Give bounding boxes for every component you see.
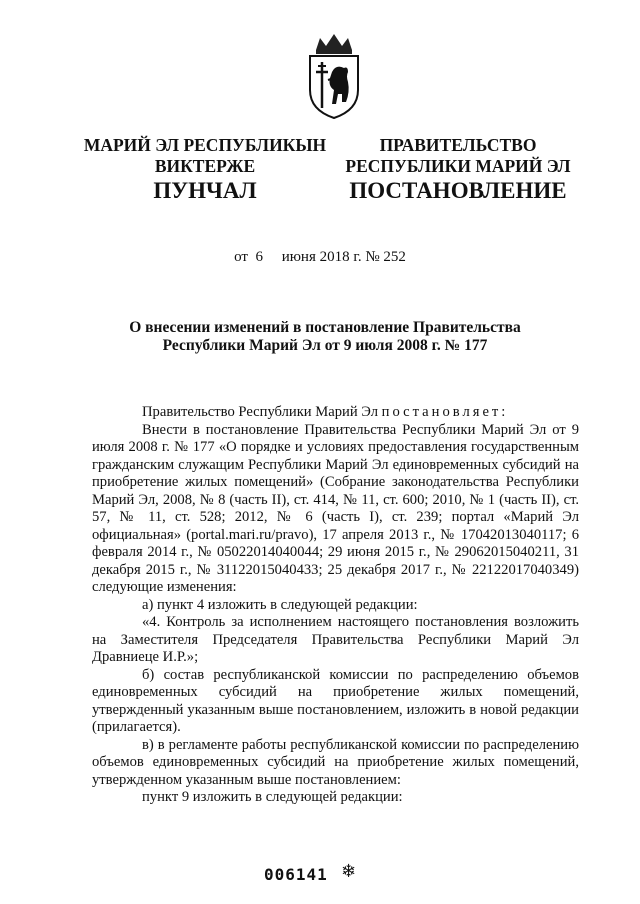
- header-left-line2: ВИКТЕРЖЕ: [154, 156, 256, 176]
- snowflake-mark-icon: ❄: [341, 861, 357, 882]
- item-c-1: пункт 9 изложить в следующей редакции:: [142, 789, 403, 805]
- title-line1: О внесении изменений в постановление Правительства: [129, 319, 521, 336]
- date-prefix: от: [234, 249, 248, 265]
- intro-decision-word: постановляет:: [381, 404, 509, 420]
- doc-type-russian: ПОСТАНОВЛЕНИЕ: [349, 178, 567, 203]
- intro-text: Правительство Республики Марий Эл: [142, 404, 379, 420]
- document-title: [90, 319, 560, 355]
- header-right-title: [340, 135, 576, 177]
- header-right-line2: РЕСПУБЛИКИ МАРИЙ ЭЛ: [345, 156, 571, 176]
- title-line2: Республики Марий Эл от 9 июля 2008 г. № 177: [162, 337, 488, 354]
- item-a: а) пункт 4 изложить в следующей редакции:: [142, 596, 418, 613]
- date-line: [0, 249, 640, 266]
- intro-paragraph: [92, 404, 579, 422]
- doc-type-mari: ПУНЧАЛ: [153, 178, 257, 203]
- header-right-line1: ПРАВИТЕЛЬСТВО: [379, 135, 537, 155]
- item-a-quote: «4. Контроль за исполнением настоящего постановления возложить на Заместителя Председателя Правительства Республики Марий Эл Дравниеце И.Р.»;: [92, 614, 579, 665]
- serial-number: 006141: [264, 865, 328, 884]
- document-number: 252: [383, 249, 406, 265]
- coat-of-arms-icon: [302, 32, 366, 120]
- header-left-line1: МАРИЙ ЭЛ РЕСПУБЛИКЫН: [83, 135, 327, 155]
- document-body: [92, 404, 579, 807]
- item-b: б) состав республиканской комиссии по распределению объемов единовременных субсидий на приобретение жилых помещений, утвержденный указанным выше постановлением, изложить в новой редакции (прилагается).: [92, 666, 579, 735]
- header-left-title: [70, 135, 340, 177]
- date-month-year: июня 2018 г. №: [281, 249, 380, 265]
- date-day: 6: [255, 249, 263, 265]
- paragraph-main: Внести в постановление Правительства Республики Марий Эл от 9 июля 2008 г. № 177 «О порядке и условиях предоставления государственным гражданским служащим Республики Марий Эл единовременных субсидий на приобретение жилых помещений» (Собрание законодательства Республики Марий Эл, 2008, № 8 (часть II), ст. 414, № 11, ст. 600; 2010, № 1 (часть II), ст. 57, № 11, ст. 528; 2012, № 6 (часть I), ст. 239; портал «Марий Эл официальная» (portal.mari.ru/pravo), 17 апреля 2013 г., № 17042013040117; 6 февраля 2014 г., № 05022014040044; 29 июня 2015 г., № 29062015040211, 31 декабря 2015 г., № 31122015040433; 25 декабря 2017 г., № 22122017040349) следующие изменения:: [92, 421, 579, 595]
- item-c: в) в регламенте работы республиканской комиссии по распределению объемов единовременных субсидий на приобретение жилых помещений, утвержденном указанным выше постановлением:: [92, 736, 579, 788]
